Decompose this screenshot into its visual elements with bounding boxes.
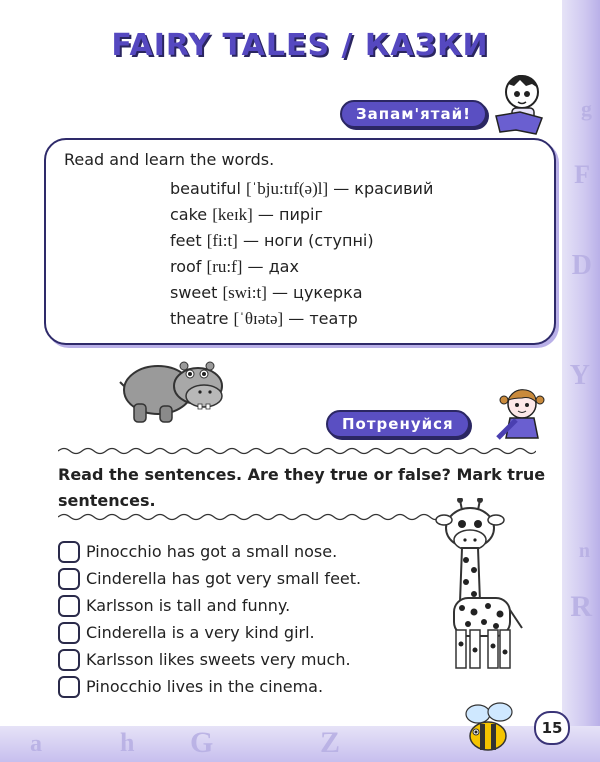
vocab-row: beautiful [ˈbju:tɪf(ə)l] — красивий — [170, 179, 434, 198]
decor-letter: R — [570, 590, 592, 623]
vocab-list — [170, 176, 433, 332]
vocab-row: theatre [ˈθɪətə] — театр — [170, 309, 358, 328]
sentence-item: Cinderella has got very small feet. — [58, 565, 361, 592]
page-number: 15 — [534, 711, 570, 745]
true-checkbox[interactable] — [58, 676, 80, 698]
decor-letter: a — [30, 731, 42, 757]
decor-letter: h — [120, 728, 135, 757]
sentence-item: Pinocchio has got a small nose. — [58, 538, 361, 565]
sentence-item: Pinocchio lives in the cinema. — [58, 673, 361, 700]
decor-letter: Z — [320, 726, 341, 759]
true-checkbox[interactable] — [58, 568, 80, 590]
vocab-row: feet [fi:t] — ноги (ступні) — [170, 231, 374, 250]
decor-letter: F — [574, 160, 590, 189]
vocab-row: sweet [swi:t] — цукерка — [170, 283, 363, 302]
practice-badge: Потренуйся — [326, 410, 470, 438]
true-checkbox[interactable] — [58, 622, 80, 644]
decor-letter: Y — [569, 360, 590, 391]
wavy-divider — [58, 512, 438, 522]
task-line: Read the sentences. Are they true or false? Mark true — [58, 465, 546, 484]
page-title: FAIRY TALES / КАЗКИ — [111, 28, 489, 63]
vocab-intro: Read and learn the words. — [64, 150, 275, 169]
giraffe-illustration — [430, 498, 530, 676]
decor-letter: D — [571, 250, 592, 281]
decor-letter: n — [578, 540, 590, 562]
task-line: sentences. — [58, 491, 156, 510]
bee-illustration — [458, 700, 524, 756]
vocabulary-box — [44, 138, 556, 345]
vocab-row: roof [ru:f] — дах — [170, 257, 299, 276]
sentence-list — [58, 538, 361, 700]
true-checkbox[interactable] — [58, 541, 80, 563]
true-checkbox[interactable] — [58, 649, 80, 671]
sentence-item: Karlsson is tall and funny. — [58, 592, 361, 619]
girl-pencil-icon — [494, 386, 550, 442]
decor-letter: g — [581, 96, 592, 121]
vocab-row: cake [keɪk] — пиріг — [170, 205, 323, 224]
sentence-item: Cinderella is a very kind girl. — [58, 619, 361, 646]
true-checkbox[interactable] — [58, 595, 80, 617]
sentence-item: Karlsson likes sweets very much. — [58, 646, 361, 673]
hippo-illustration — [118, 352, 226, 426]
boy-reading-icon — [492, 72, 548, 138]
wavy-divider — [58, 446, 536, 456]
remember-badge: Запам'ятай! — [340, 100, 487, 128]
decor-letter: G — [190, 726, 214, 759]
